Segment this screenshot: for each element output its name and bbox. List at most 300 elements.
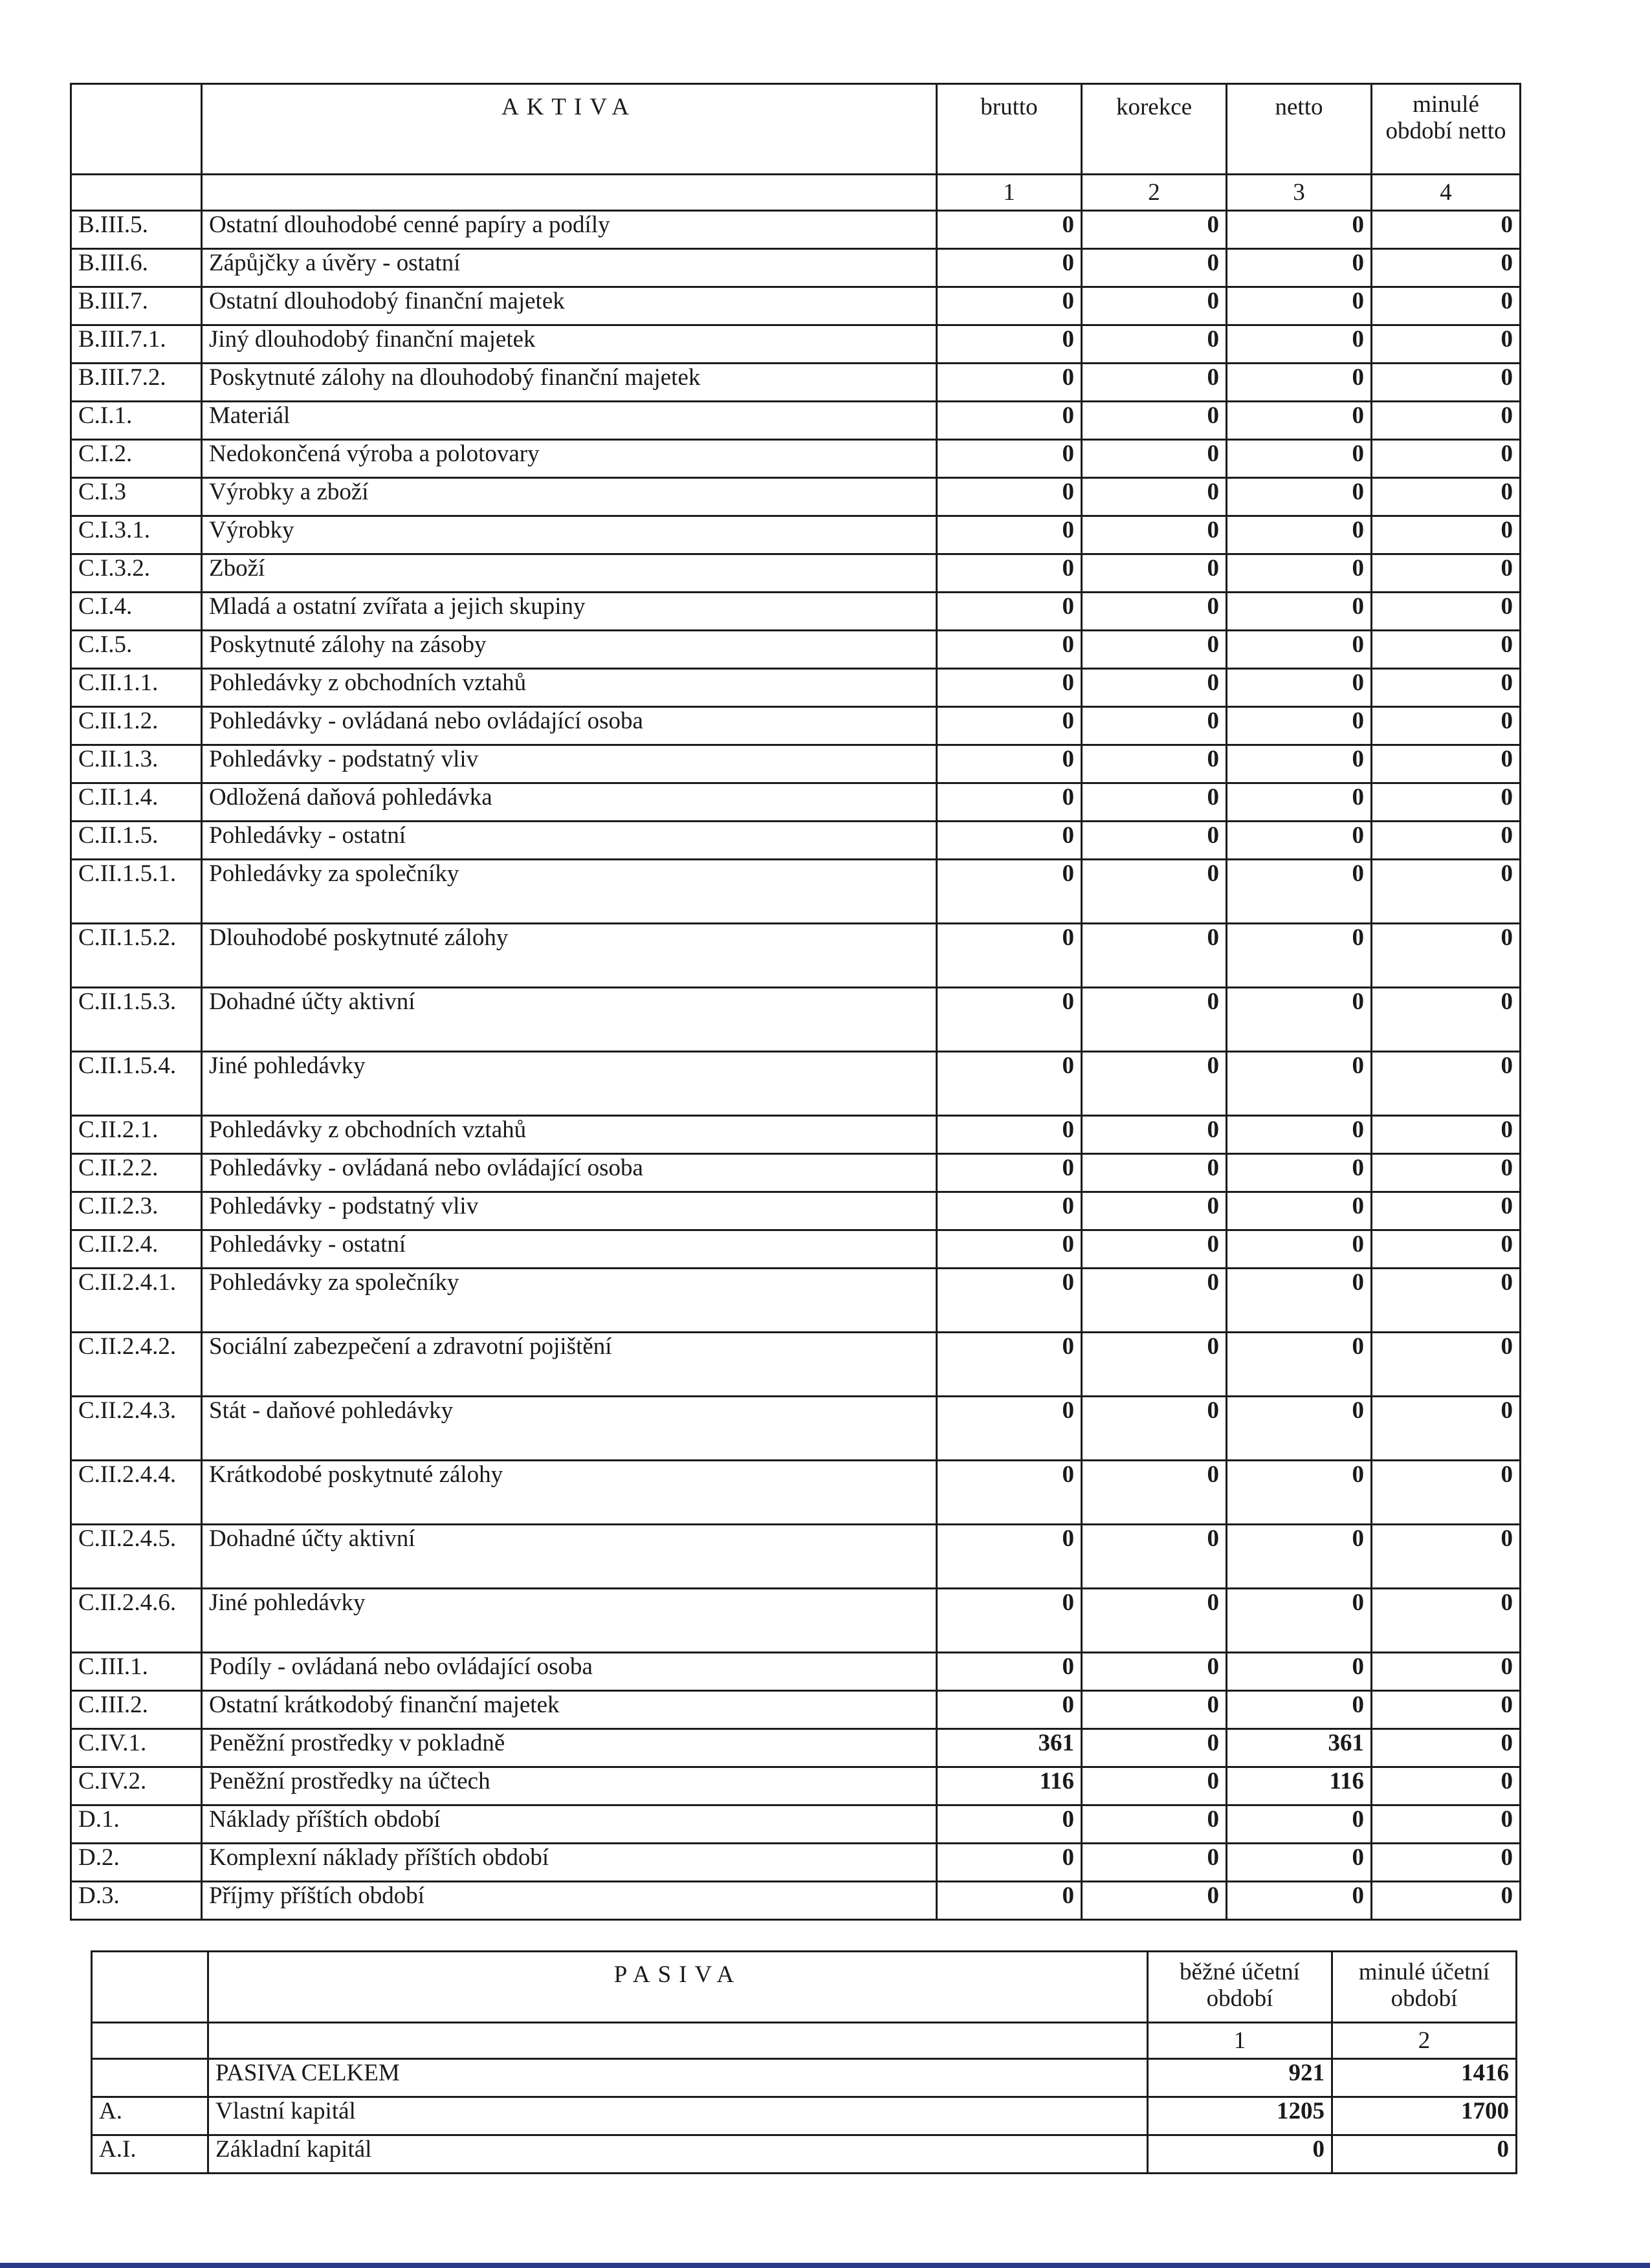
aktiva-row [71,249,1521,287]
colnum-1: 1 [937,175,1082,211]
row-code: B.III.6. [71,249,202,287]
row-value-col-4: 0 [1372,325,1521,364]
row-label: Jiné pohledávky [202,1052,937,1116]
row-label: Komplexní náklady příštích období [202,1844,937,1882]
aktiva-row [71,1192,1521,1230]
row-value-col-3: 361 [1227,1729,1372,1767]
row-code: C.III.1. [71,1653,202,1691]
row-value-col-2: 0 [1082,593,1227,631]
aktiva-row [71,669,1521,707]
row-value-col-1: 921 [1148,2059,1332,2097]
row-label: Stát - daňové pohledávky [202,1397,937,1461]
colnum-2: 2 [1082,175,1227,211]
row-value-col-2: 0 [1082,707,1227,745]
aktiva-row [71,1525,1521,1589]
row-label: Zápůjčky a úvěry - ostatní [202,249,937,287]
row-value-col-1: 361 [937,1729,1082,1767]
aktiva-row [71,287,1521,325]
pasiva-header-blank [92,1952,208,2023]
row-value-col-1: 0 [937,287,1082,325]
aktiva-row [71,1691,1521,1729]
row-value-col-3: 0 [1227,745,1372,783]
row-value-col-1: 116 [937,1767,1082,1805]
aktiva-row [71,1269,1521,1333]
row-value-col-3: 0 [1227,249,1372,287]
row-code: C.II.2.4.4. [71,1461,202,1525]
row-value-col-2: 0 [1082,1525,1227,1589]
row-value-col-2: 0 [1082,988,1227,1052]
row-value-col-4: 0 [1372,1116,1521,1154]
row-value-col-1: 0 [937,364,1082,402]
row-label: Základní kapitál [208,2135,1148,2174]
row-label: Poskytnuté zálohy na zásoby [202,631,937,669]
row-label: Sociální zabezpečení a zdravotní pojištění [202,1333,937,1397]
aktiva-row [71,988,1521,1052]
row-value-col-4: 0 [1372,1154,1521,1192]
colnum-3: 3 [1227,175,1372,211]
scan-edge-line [0,2263,1650,2268]
row-value-col-2: 0 [1082,440,1227,478]
row-value-col-2: 0 [1082,783,1227,822]
row-code: C.II.2.4.1. [71,1269,202,1333]
row-value-col-1: 0 [937,924,1082,988]
row-code: C.II.2.3. [71,1192,202,1230]
row-code: C.I.4. [71,593,202,631]
row-value-col-1: 0 [937,1805,1082,1844]
row-value-col-1: 0 [937,1589,1082,1653]
row-label: Peněžní prostředky v pokladně [202,1729,937,1767]
row-value-col-1: 0 [937,1525,1082,1589]
row-value-col-2: 0 [1082,1805,1227,1844]
row-value-col-4: 0 [1372,707,1521,745]
row-value-col-1: 0 [937,783,1082,822]
row-code: C.II.1.5.3. [71,988,202,1052]
row-code: C.II.1.1. [71,669,202,707]
row-value-col-2: 0 [1082,364,1227,402]
row-value-col-2: 0 [1082,1691,1227,1729]
row-value-col-1: 0 [937,1154,1082,1192]
row-value-col-1: 0 [937,860,1082,924]
row-code: B.III.7.2. [71,364,202,402]
pasiva-colnum-blank [208,2023,1148,2059]
row-value-col-2: 0 [1082,924,1227,988]
row-value-col-1: 0 [937,822,1082,860]
row-label: Pohledávky - podstatný vliv [202,1192,937,1230]
row-label: Pohledávky za společníky [202,1269,937,1333]
pasiva-row [92,2097,1517,2135]
row-code [92,2059,208,2097]
aktiva-row [71,1653,1521,1691]
aktiva-row [71,1589,1521,1653]
row-code: C.II.2.4.5. [71,1525,202,1589]
row-label: Pohledávky z obchodních vztahů [202,669,937,707]
col-netto: netto [1227,84,1372,175]
pasiva-colnum-2: 2 [1332,2023,1517,2059]
row-label: Ostatní dlouhodobý finanční majetek [202,287,937,325]
row-value-col-1: 0 [937,249,1082,287]
row-value-col-1: 0 [937,745,1082,783]
row-label: Pohledávky - ovládaná nebo ovládající osoba [202,707,937,745]
row-value-col-2: 0 [1082,1230,1227,1269]
row-code: D.2. [71,1844,202,1882]
aktiva-header-blank [71,84,202,175]
row-code: C.II.2.4.3. [71,1397,202,1461]
row-value-col-4: 0 [1372,783,1521,822]
row-value-col-2: 0 [1082,669,1227,707]
row-value-col-3: 0 [1227,783,1372,822]
row-code: C.I.3 [71,478,202,516]
row-value-col-3: 0 [1227,1230,1372,1269]
row-value-col-2: 0 [1082,822,1227,860]
row-value-col-1: 0 [937,211,1082,249]
row-value-col-3: 0 [1227,1269,1372,1333]
row-value-col-4: 0 [1372,860,1521,924]
row-code: C.II.1.5.4. [71,1052,202,1116]
row-value-col-3: 0 [1227,287,1372,325]
row-value-col-4: 0 [1372,745,1521,783]
row-value-col-3: 0 [1227,924,1372,988]
aktiva-header-row [71,84,1521,175]
row-value-col-2: 0 [1082,516,1227,554]
aktiva-row [71,1154,1521,1192]
row-label: Výrobky [202,516,937,554]
row-label: Materiál [202,402,937,440]
colnum-4: 4 [1372,175,1521,211]
row-value-col-2: 0 [1082,1116,1227,1154]
row-value-col-3: 0 [1227,822,1372,860]
row-label: Podíly - ovládaná nebo ovládající osoba [202,1653,937,1691]
col-minule-netto: minulé období netto [1372,84,1521,175]
row-value-col-1: 0 [937,1653,1082,1691]
row-value-col-2: 0 [1082,631,1227,669]
aktiva-row [71,1461,1521,1525]
row-value-col-2: 0 [1082,1653,1227,1691]
row-value-col-3: 0 [1227,1589,1372,1653]
row-value-col-4: 0 [1372,1691,1521,1729]
row-value-col-4: 0 [1372,211,1521,249]
row-code: B.III.7.1. [71,325,202,364]
row-value-col-4: 0 [1372,1269,1521,1333]
row-value-col-4: 0 [1372,1192,1521,1230]
row-value-col-2: 0 [1082,1844,1227,1882]
row-value-col-3: 0 [1227,554,1372,593]
aktiva-row [71,402,1521,440]
aktiva-row [71,1805,1521,1844]
row-value-col-1: 0 [1148,2135,1332,2174]
row-label: PASIVA CELKEM [208,2059,1148,2097]
row-code: C.I.1. [71,402,202,440]
aktiva-row [71,1116,1521,1154]
row-label: Ostatní krátkodobý finanční majetek [202,1691,937,1729]
row-value-col-3: 0 [1227,1882,1372,1920]
row-value-col-1: 0 [937,1461,1082,1525]
row-code: C.II.1.5.2. [71,924,202,988]
row-value-col-1: 0 [937,1882,1082,1920]
row-label: Pohledávky - ostatní [202,822,937,860]
aktiva-row [71,745,1521,783]
row-value-col-4: 0 [1372,1052,1521,1116]
row-value-col-4: 0 [1372,1397,1521,1461]
row-label: Odložená daňová pohledávka [202,783,937,822]
pasiva-colnum-row [92,2023,1517,2059]
pasiva-row [92,2059,1517,2097]
row-value-col-3: 0 [1227,707,1372,745]
row-code: B.III.5. [71,211,202,249]
col-korekce: korekce [1082,84,1227,175]
aktiva-row [71,822,1521,860]
row-value-col-2: 0 [1082,325,1227,364]
row-value-col-2: 0 [1082,1729,1227,1767]
row-code: C.I.2. [71,440,202,478]
row-value-col-4: 0 [1372,593,1521,631]
row-value-col-1: 0 [937,478,1082,516]
row-code: C.I.3.1. [71,516,202,554]
row-value-col-3: 0 [1227,860,1372,924]
row-code: C.II.1.2. [71,707,202,745]
row-label: Pohledávky - ovládaná nebo ovládající osoba [202,1154,937,1192]
row-value-col-4: 0 [1372,440,1521,478]
row-code: D.1. [71,1805,202,1844]
row-label: Ostatní dlouhodobé cenné papíry a podíly [202,211,937,249]
pasiva-colnum-1: 1 [1148,2023,1332,2059]
row-value-col-1: 0 [937,325,1082,364]
row-value-col-2: 0 [1082,478,1227,516]
row-code: C.IV.2. [71,1767,202,1805]
row-value-col-3: 0 [1227,593,1372,631]
aktiva-row [71,783,1521,822]
aktiva-colnum-blank [202,175,937,211]
row-value-col-4: 0 [1372,669,1521,707]
aktiva-row [71,478,1521,516]
aktiva-colnum-blank [71,175,202,211]
row-label: Nedokončená výroba a polotovary [202,440,937,478]
aktiva-row [71,516,1521,554]
row-value-col-1: 0 [937,554,1082,593]
row-label: Zboží [202,554,937,593]
pasiva-header-row [92,1952,1517,2023]
row-value-col-1: 0 [937,593,1082,631]
row-value-col-4: 0 [1372,249,1521,287]
row-value-col-4: 0 [1372,364,1521,402]
row-value-col-2: 1700 [1332,2097,1517,2135]
row-value-col-4: 0 [1372,287,1521,325]
row-value-col-4: 0 [1372,988,1521,1052]
row-value-col-2: 0 [1082,745,1227,783]
row-value-col-3: 0 [1227,669,1372,707]
row-value-col-4: 0 [1372,478,1521,516]
row-code: C.II.2.4. [71,1230,202,1269]
row-value-col-3: 0 [1227,1805,1372,1844]
row-label: Náklady příštích období [202,1805,937,1844]
row-value-col-3: 0 [1227,516,1372,554]
aktiva-row [71,860,1521,924]
row-value-col-3: 0 [1227,1691,1372,1729]
row-label: Výrobky a zboží [202,478,937,516]
row-value-col-3: 0 [1227,1052,1372,1116]
row-value-col-2: 0 [1082,287,1227,325]
row-value-col-3: 0 [1227,402,1372,440]
aktiva-row [71,325,1521,364]
row-value-col-3: 0 [1227,478,1372,516]
row-value-col-4: 0 [1372,1805,1521,1844]
row-value-col-4: 0 [1372,1882,1521,1920]
row-value-col-3: 0 [1227,1653,1372,1691]
row-value-col-4: 0 [1372,1729,1521,1767]
row-value-col-4: 0 [1372,1230,1521,1269]
pasiva-table [91,1950,1517,2174]
row-code: C.II.2.1. [71,1116,202,1154]
row-value-col-3: 0 [1227,631,1372,669]
row-label: Dlouhodobé poskytnuté zálohy [202,924,937,988]
row-label: Poskytnuté zálohy na dlouhodobý finanční majetek [202,364,937,402]
row-value-col-2: 0 [1332,2135,1517,2174]
row-value-col-3: 0 [1227,1154,1372,1192]
row-code: C.I.5. [71,631,202,669]
row-value-col-4: 0 [1372,554,1521,593]
row-code: B.III.7. [71,287,202,325]
row-value-col-2: 0 [1082,860,1227,924]
row-value-col-3: 116 [1227,1767,1372,1805]
aktiva-title: AKTIVA [202,84,937,175]
row-value-col-3: 0 [1227,1333,1372,1397]
row-value-col-2: 0 [1082,1882,1227,1920]
row-code: D.3. [71,1882,202,1920]
row-value-col-4: 0 [1372,924,1521,988]
row-label: Jiné pohledávky [202,1589,937,1653]
row-value-col-4: 0 [1372,1333,1521,1397]
pasiva-colnum-blank [92,2023,208,2059]
row-code: A. [92,2097,208,2135]
row-value-col-1: 0 [937,1397,1082,1461]
row-code: C.I.3.2. [71,554,202,593]
row-value-col-1: 1205 [1148,2097,1332,2135]
row-label: Pohledávky - podstatný vliv [202,745,937,783]
aktiva-row [71,1844,1521,1882]
row-value-col-1: 0 [937,1269,1082,1333]
row-code: C.II.2.4.2. [71,1333,202,1397]
row-value-col-4: 0 [1372,1844,1521,1882]
row-label: Dohadné účty aktivní [202,988,937,1052]
row-value-col-1: 0 [937,1230,1082,1269]
row-value-col-2: 0 [1082,1269,1227,1333]
row-value-col-1: 0 [937,707,1082,745]
row-value-col-4: 0 [1372,1589,1521,1653]
row-value-col-2: 1416 [1332,2059,1517,2097]
row-value-col-4: 0 [1372,822,1521,860]
row-label: Peněžní prostředky na účtech [202,1767,937,1805]
row-label: Dohadné účty aktivní [202,1525,937,1589]
aktiva-row [71,1882,1521,1920]
aktiva-row [71,440,1521,478]
row-value-col-3: 0 [1227,1461,1372,1525]
aktiva-row [71,364,1521,402]
aktiva-row [71,593,1521,631]
row-value-col-2: 0 [1082,1333,1227,1397]
row-value-col-4: 0 [1372,402,1521,440]
aktiva-row [71,1767,1521,1805]
row-label: Krátkodobé poskytnuté zálohy [202,1461,937,1525]
row-value-col-4: 0 [1372,1461,1521,1525]
row-value-col-3: 0 [1227,1397,1372,1461]
aktiva-row [71,554,1521,593]
col-minule-obdobi: minulé účetní období [1332,1952,1517,2023]
row-code: C.II.1.5.1. [71,860,202,924]
row-label: Pohledávky za společníky [202,860,937,924]
row-value-col-4: 0 [1372,1767,1521,1805]
row-value-col-1: 0 [937,1052,1082,1116]
row-value-col-2: 0 [1082,1397,1227,1461]
row-value-col-2: 0 [1082,1192,1227,1230]
row-value-col-3: 0 [1227,1844,1372,1882]
row-value-col-3: 0 [1227,325,1372,364]
aktiva-row [71,1333,1521,1397]
aktiva-row [71,1052,1521,1116]
row-value-col-2: 0 [1082,1589,1227,1653]
row-value-col-1: 0 [937,1844,1082,1882]
col-bezne-obdobi: běžné účetní období [1148,1952,1332,2023]
row-value-col-2: 0 [1082,249,1227,287]
row-value-col-2: 0 [1082,554,1227,593]
pasiva-title: PASIVA [208,1952,1148,2023]
row-code: C.II.1.5. [71,822,202,860]
aktiva-row [71,211,1521,249]
aktiva-row [71,1729,1521,1767]
row-value-col-1: 0 [937,516,1082,554]
row-label: Příjmy příštích období [202,1882,937,1920]
row-value-col-1: 0 [937,669,1082,707]
row-value-col-3: 0 [1227,988,1372,1052]
row-value-col-3: 0 [1227,1192,1372,1230]
row-code: A.I. [92,2135,208,2174]
col-brutto: brutto [937,84,1082,175]
row-value-col-1: 0 [937,1333,1082,1397]
row-label: Mladá a ostatní zvířata a jejich skupiny [202,593,937,631]
row-code: C.II.1.4. [71,783,202,822]
row-value-col-4: 0 [1372,631,1521,669]
row-value-col-4: 0 [1372,516,1521,554]
row-value-col-3: 0 [1227,1525,1372,1589]
aktiva-row [71,707,1521,745]
row-code: C.II.2.2. [71,1154,202,1192]
row-value-col-3: 0 [1227,211,1372,249]
row-value-col-3: 0 [1227,1116,1372,1154]
row-value-col-1: 0 [937,1691,1082,1729]
row-value-col-1: 0 [937,1192,1082,1230]
row-value-col-2: 0 [1082,402,1227,440]
row-value-col-2: 0 [1082,1461,1227,1525]
row-label: Vlastní kapitál [208,2097,1148,2135]
row-value-col-4: 0 [1372,1653,1521,1691]
row-label: Pohledávky z obchodních vztahů [202,1116,937,1154]
aktiva-row [71,1397,1521,1461]
row-value-col-1: 0 [937,631,1082,669]
row-value-col-1: 0 [937,402,1082,440]
row-value-col-1: 0 [937,1116,1082,1154]
row-code: C.II.1.3. [71,745,202,783]
aktiva-row [71,924,1521,988]
row-code: C.III.2. [71,1691,202,1729]
row-value-col-2: 0 [1082,211,1227,249]
row-value-col-3: 0 [1227,364,1372,402]
row-value-col-1: 0 [937,988,1082,1052]
row-value-col-2: 0 [1082,1767,1227,1805]
aktiva-row [71,631,1521,669]
row-code: C.IV.1. [71,1729,202,1767]
aktiva-colnum-row [71,175,1521,211]
row-value-col-2: 0 [1082,1052,1227,1116]
aktiva-row [71,1230,1521,1269]
row-label: Jiný dlouhodobý finanční majetek [202,325,937,364]
